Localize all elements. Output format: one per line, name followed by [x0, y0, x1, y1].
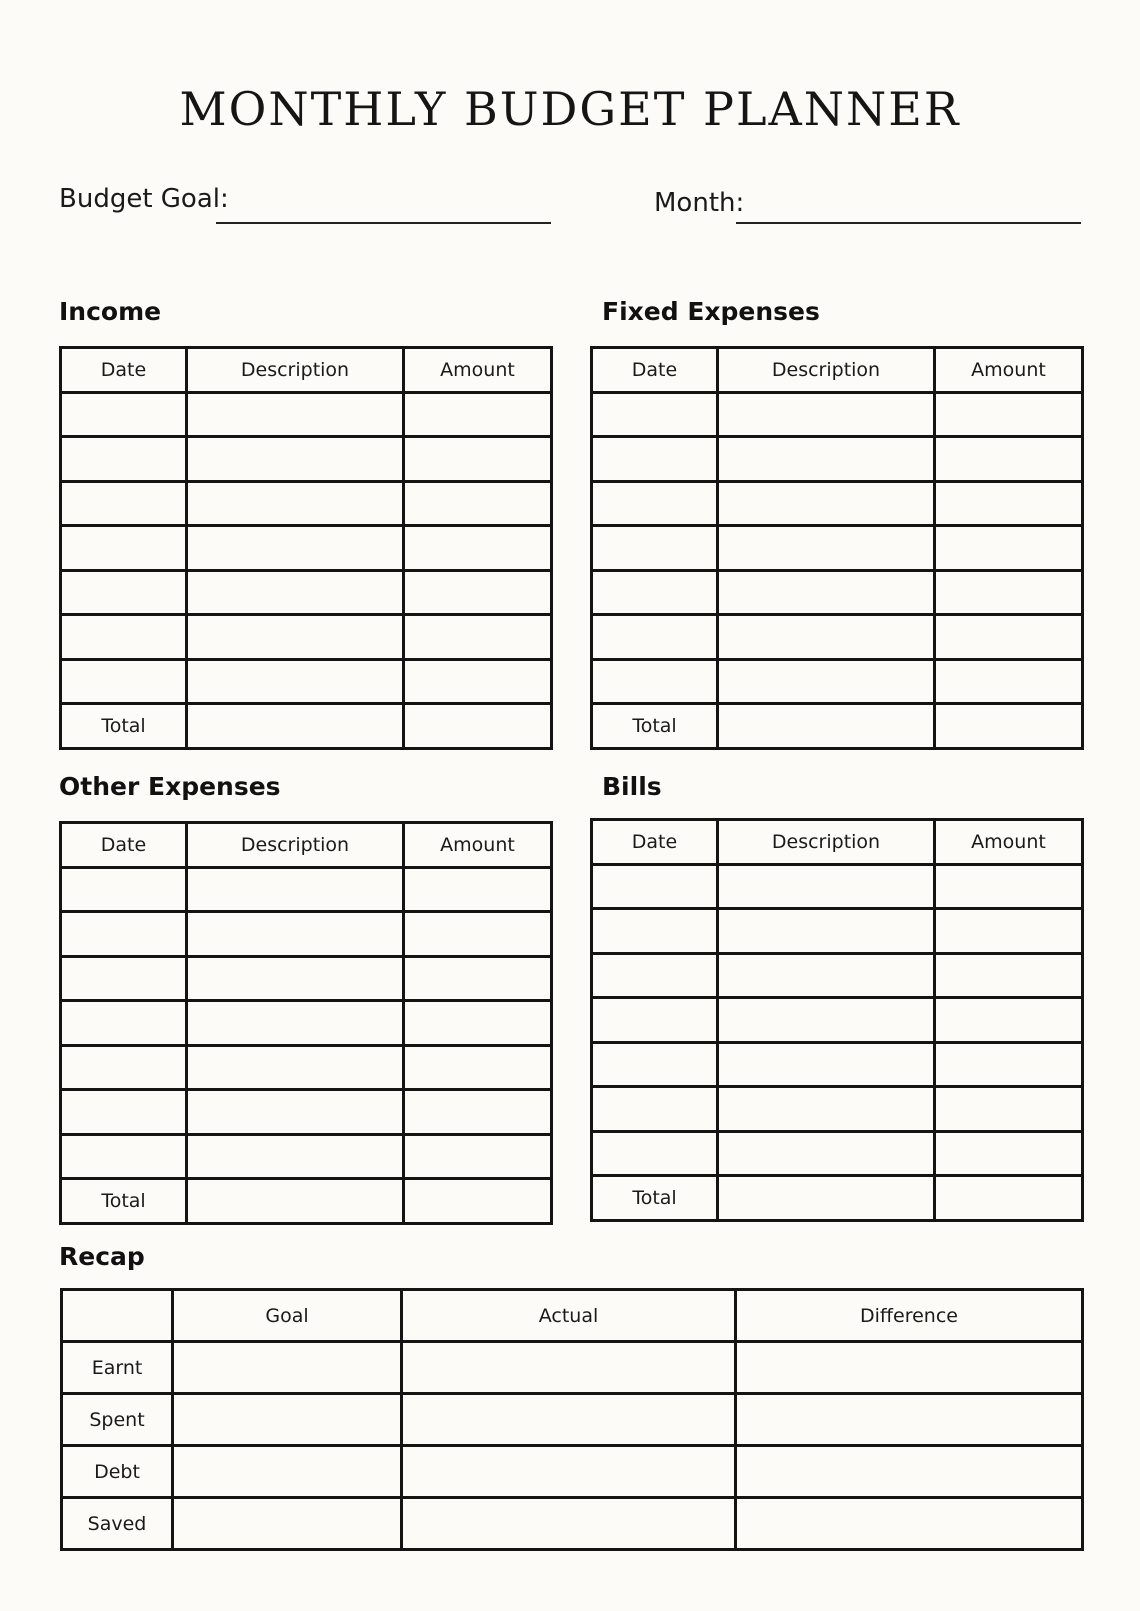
description-cell[interactable] [187, 1001, 404, 1046]
description-cell[interactable] [718, 481, 935, 526]
date-cell[interactable] [61, 956, 187, 1001]
date-cell[interactable] [592, 437, 718, 482]
actual-cell[interactable] [402, 1446, 736, 1498]
amount-cell[interactable] [404, 570, 552, 615]
date-cell[interactable] [592, 392, 718, 437]
table-row [592, 481, 1083, 526]
table-row [592, 392, 1083, 437]
table-row [592, 659, 1083, 704]
income-heading: Income [59, 297, 162, 326]
budget-goal-field[interactable] [216, 222, 551, 224]
table-header-row [592, 348, 1083, 393]
column-header-date: Date [592, 348, 718, 393]
column-header-description: Description [718, 820, 935, 865]
description-cell[interactable] [187, 704, 404, 749]
table-row [62, 1446, 1083, 1498]
column-header-amount: Amount [404, 348, 552, 393]
table-row [592, 526, 1083, 571]
total-label: Total [592, 704, 718, 749]
table-row [61, 659, 552, 704]
actual-cell[interactable] [402, 1394, 736, 1446]
description-cell[interactable] [187, 615, 404, 660]
date-cell[interactable] [592, 998, 718, 1043]
table-header-row [61, 823, 552, 868]
table-row [61, 526, 552, 571]
total-row [61, 704, 552, 749]
table-row [61, 570, 552, 615]
table-row [61, 437, 552, 482]
date-cell[interactable] [592, 953, 718, 998]
column-header-actual: Actual [402, 1290, 736, 1342]
table-row [62, 1498, 1083, 1550]
amount-cell[interactable] [935, 659, 1083, 704]
table-row [592, 437, 1083, 482]
income-table [59, 346, 553, 750]
description-cell[interactable] [718, 909, 935, 954]
fixed-expenses-table [590, 346, 1084, 750]
amount-cell[interactable] [404, 1001, 552, 1046]
amount-cell[interactable] [404, 867, 552, 912]
month-label: Month: [654, 188, 745, 218]
table-header-row [62, 1290, 1083, 1342]
table-row [61, 912, 552, 957]
amount-cell[interactable] [404, 1045, 552, 1090]
column-header-amount: Amount [404, 823, 552, 868]
date-cell[interactable] [61, 1090, 187, 1135]
table-row [61, 1045, 552, 1090]
description-cell[interactable] [718, 526, 935, 571]
column-header-description: Description [187, 823, 404, 868]
date-cell[interactable] [61, 615, 187, 660]
description-cell[interactable] [718, 1087, 935, 1132]
description-cell[interactable] [187, 1179, 404, 1224]
amount-cell[interactable] [404, 481, 552, 526]
description-cell[interactable] [718, 998, 935, 1043]
column-header-difference: Difference [736, 1290, 1083, 1342]
total-row [592, 704, 1083, 749]
amount-cell[interactable] [404, 1134, 552, 1179]
column-header-description: Description [718, 348, 935, 393]
total-amount-cell[interactable] [404, 704, 552, 749]
table-row [61, 392, 552, 437]
table-row [62, 1342, 1083, 1394]
table-row [592, 864, 1083, 909]
amount-cell[interactable] [404, 392, 552, 437]
description-cell[interactable] [187, 659, 404, 704]
amount-cell[interactable] [935, 437, 1083, 482]
goal-cell[interactable] [173, 1394, 402, 1446]
description-cell[interactable] [187, 1134, 404, 1179]
amount-cell[interactable] [935, 1131, 1083, 1176]
amount-cell[interactable] [935, 864, 1083, 909]
row-label-saved: Saved [62, 1498, 173, 1550]
recap-table [60, 1288, 1084, 1551]
table-row [592, 1042, 1083, 1087]
column-header-amount: Amount [935, 820, 1083, 865]
column-header-date: Date [592, 820, 718, 865]
total-label: Total [592, 1176, 718, 1221]
table-row [592, 953, 1083, 998]
date-cell[interactable] [592, 1131, 718, 1176]
date-cell[interactable] [592, 909, 718, 954]
description-cell[interactable] [718, 392, 935, 437]
column-header-description: Description [187, 348, 404, 393]
description-cell[interactable] [718, 570, 935, 615]
table-row [61, 1134, 552, 1179]
description-cell[interactable] [187, 481, 404, 526]
table-row [592, 909, 1083, 954]
total-amount-cell[interactable] [935, 1176, 1083, 1221]
date-cell[interactable] [592, 1087, 718, 1132]
table-row [592, 570, 1083, 615]
table-row [592, 615, 1083, 660]
date-cell[interactable] [592, 1042, 718, 1087]
table-row [592, 1131, 1083, 1176]
table-row [61, 1001, 552, 1046]
column-header-amount: Amount [935, 348, 1083, 393]
date-cell[interactable] [61, 1134, 187, 1179]
total-amount-cell[interactable] [404, 1179, 552, 1224]
date-cell[interactable] [61, 570, 187, 615]
table-header-row [61, 348, 552, 393]
description-cell[interactable] [718, 864, 935, 909]
amount-cell[interactable] [404, 615, 552, 660]
table-row [61, 867, 552, 912]
amount-cell[interactable] [935, 1087, 1083, 1132]
date-cell[interactable] [61, 867, 187, 912]
row-label-spent: Spent [62, 1394, 173, 1446]
date-cell[interactable] [61, 659, 187, 704]
description-cell[interactable] [718, 1042, 935, 1087]
amount-cell[interactable] [935, 1042, 1083, 1087]
date-cell[interactable] [592, 659, 718, 704]
table-row [62, 1394, 1083, 1446]
description-cell[interactable] [718, 615, 935, 660]
month-field[interactable] [736, 222, 1081, 224]
amount-cell[interactable] [404, 956, 552, 1001]
budget-goal-label: Budget Goal: [59, 184, 229, 214]
table-row [592, 998, 1083, 1043]
table-row [592, 1087, 1083, 1132]
description-cell[interactable] [718, 1176, 935, 1221]
date-cell[interactable] [592, 526, 718, 571]
description-cell[interactable] [718, 1131, 935, 1176]
table-row [61, 1090, 552, 1135]
date-cell[interactable] [61, 392, 187, 437]
bills-heading: Bills [602, 772, 662, 801]
date-cell[interactable] [61, 1001, 187, 1046]
amount-cell[interactable] [935, 570, 1083, 615]
amount-cell[interactable] [935, 392, 1083, 437]
description-cell[interactable] [187, 570, 404, 615]
amount-cell[interactable] [935, 615, 1083, 660]
table-row [61, 481, 552, 526]
bills-table [590, 818, 1084, 1222]
row-label-earnt: Earnt [62, 1342, 173, 1394]
goal-cell[interactable] [173, 1446, 402, 1498]
date-cell[interactable] [592, 570, 718, 615]
actual-cell[interactable] [402, 1342, 736, 1394]
amount-cell[interactable] [935, 481, 1083, 526]
description-cell[interactable] [187, 526, 404, 571]
actual-cell[interactable] [402, 1498, 736, 1550]
amount-cell[interactable] [935, 998, 1083, 1043]
table-row [61, 615, 552, 660]
difference-cell[interactable] [736, 1342, 1083, 1394]
goal-cell[interactable] [173, 1342, 402, 1394]
date-cell[interactable] [592, 615, 718, 660]
date-cell[interactable] [61, 481, 187, 526]
other-expenses-table [59, 821, 553, 1225]
description-cell[interactable] [187, 867, 404, 912]
date-cell[interactable] [61, 912, 187, 957]
amount-cell[interactable] [935, 953, 1083, 998]
total-row [592, 1176, 1083, 1221]
amount-cell[interactable] [404, 437, 552, 482]
total-label: Total [61, 1179, 187, 1224]
description-cell[interactable] [187, 956, 404, 1001]
description-cell[interactable] [718, 704, 935, 749]
description-cell[interactable] [187, 392, 404, 437]
amount-cell[interactable] [404, 526, 552, 571]
description-cell[interactable] [187, 1045, 404, 1090]
column-header-date: Date [61, 348, 187, 393]
description-cell[interactable] [718, 437, 935, 482]
amount-cell[interactable] [404, 659, 552, 704]
difference-cell[interactable] [736, 1446, 1083, 1498]
column-header-date: Date [61, 823, 187, 868]
total-amount-cell[interactable] [935, 704, 1083, 749]
date-cell[interactable] [592, 481, 718, 526]
description-cell[interactable] [718, 659, 935, 704]
amount-cell[interactable] [404, 1090, 552, 1135]
description-cell[interactable] [718, 953, 935, 998]
description-cell[interactable] [187, 437, 404, 482]
row-label-debt: Debt [62, 1446, 173, 1498]
date-cell[interactable] [61, 437, 187, 482]
recap-heading: Recap [59, 1242, 145, 1271]
table-row [61, 956, 552, 1001]
column-header-goal: Goal [173, 1290, 402, 1342]
difference-cell[interactable] [736, 1394, 1083, 1446]
description-cell[interactable] [187, 1090, 404, 1135]
fixed-expenses-heading: Fixed Expenses [602, 297, 820, 326]
difference-cell[interactable] [736, 1498, 1083, 1550]
total-row [61, 1179, 552, 1224]
date-cell[interactable] [61, 526, 187, 571]
other-expenses-heading: Other Expenses [59, 772, 281, 801]
corner-cell [62, 1290, 173, 1342]
total-label: Total [61, 704, 187, 749]
goal-cell[interactable] [173, 1498, 402, 1550]
amount-cell[interactable] [935, 526, 1083, 571]
table-header-row [592, 820, 1083, 865]
amount-cell[interactable] [935, 909, 1083, 954]
date-cell[interactable] [61, 1045, 187, 1090]
page-title: MONTHLY BUDGET PLANNER [179, 82, 961, 136]
date-cell[interactable] [592, 864, 718, 909]
amount-cell[interactable] [404, 912, 552, 957]
description-cell[interactable] [187, 912, 404, 957]
